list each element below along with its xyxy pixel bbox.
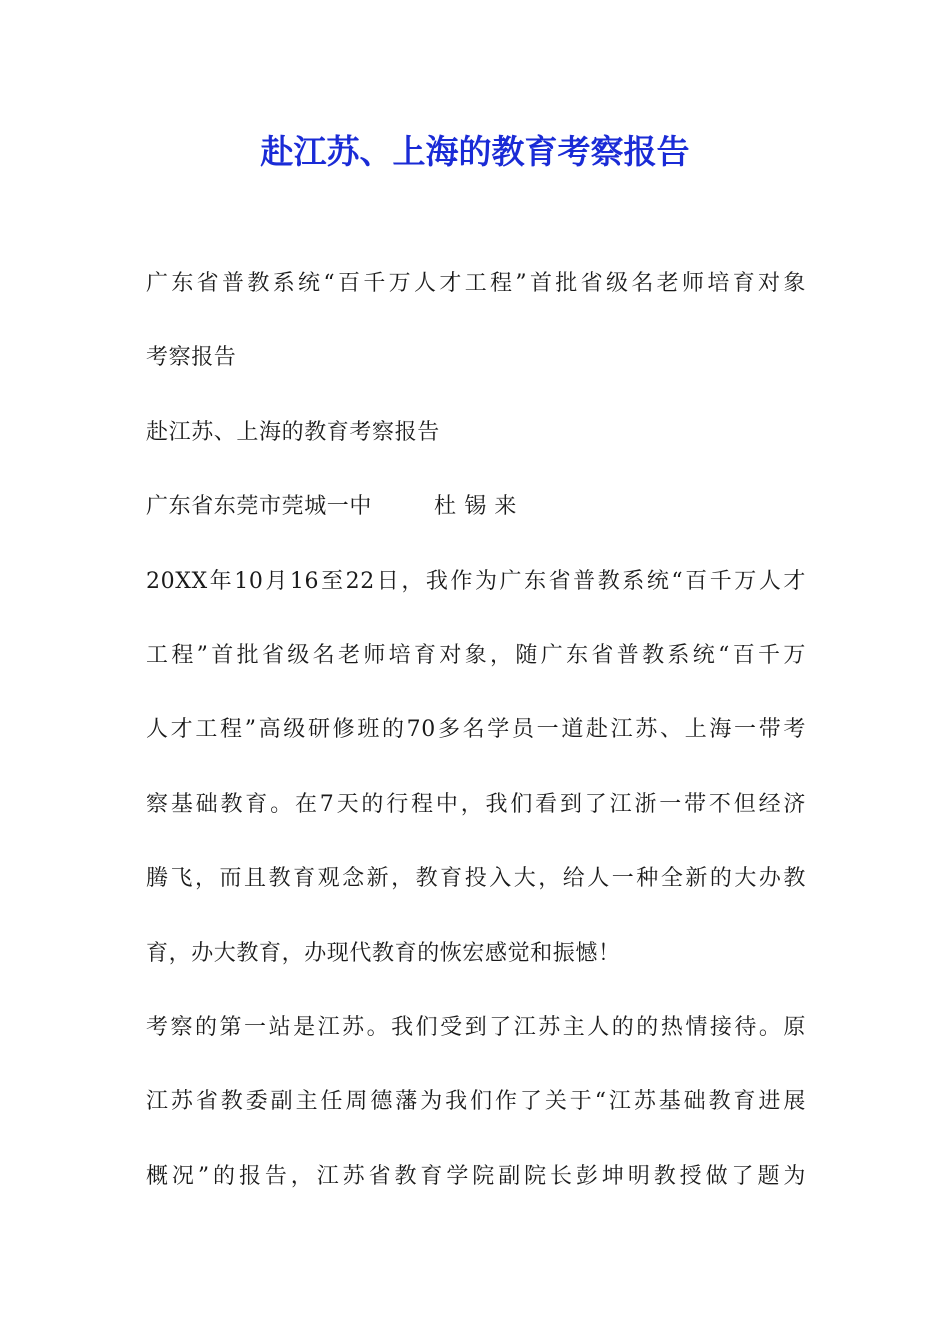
body-line-10: 育，办大教育，办现代教育的恢宏感觉和振憾！	[146, 940, 621, 966]
body-line-9: 腾飞，而且教育观念新，教育投入大，给人一种全新的大办教	[146, 866, 806, 892]
body-line-13: 概况”的报告，江苏省教育学院副院长彭坤明教授做了题为	[146, 1163, 806, 1189]
author-line	[146, 487, 806, 561]
body-line-5: 20XX年10月16至22日，我作为广东省普教系统“百千万人才	[146, 568, 806, 594]
body-line-12: 江苏省教委副主任周德藩为我们作了关于“江苏基础教育进展	[146, 1089, 806, 1115]
body-line-6: 工程”首批省级名老师培育对象，随广东省普教系统“百千万	[146, 642, 806, 668]
author-school: 广东省东莞市莞城一中	[146, 494, 373, 520]
body-line-3: 赴江苏、上海的教育考察报告	[146, 419, 440, 445]
body-line-8: 察基础教育。在7天的行程中，我们看到了江浙一带不但经济	[146, 791, 806, 817]
document-title: 赴江苏、上海的教育考察报告	[260, 132, 690, 171]
document-body	[146, 264, 806, 1231]
body-line-11: 考察的第一站是江苏。我们受到了江苏主人的的热情接待。原	[146, 1014, 806, 1040]
author-name: 杜 锡 来	[434, 494, 518, 520]
body-line-2: 考察报告	[146, 345, 237, 371]
body-line-7: 人才工程”高级研修班的70多名学员一道赴江苏、上海一带考	[146, 717, 806, 743]
body-line-1: 广东省普教系统“百千万人才工程”首批省级名老师培育对象	[146, 271, 806, 296]
